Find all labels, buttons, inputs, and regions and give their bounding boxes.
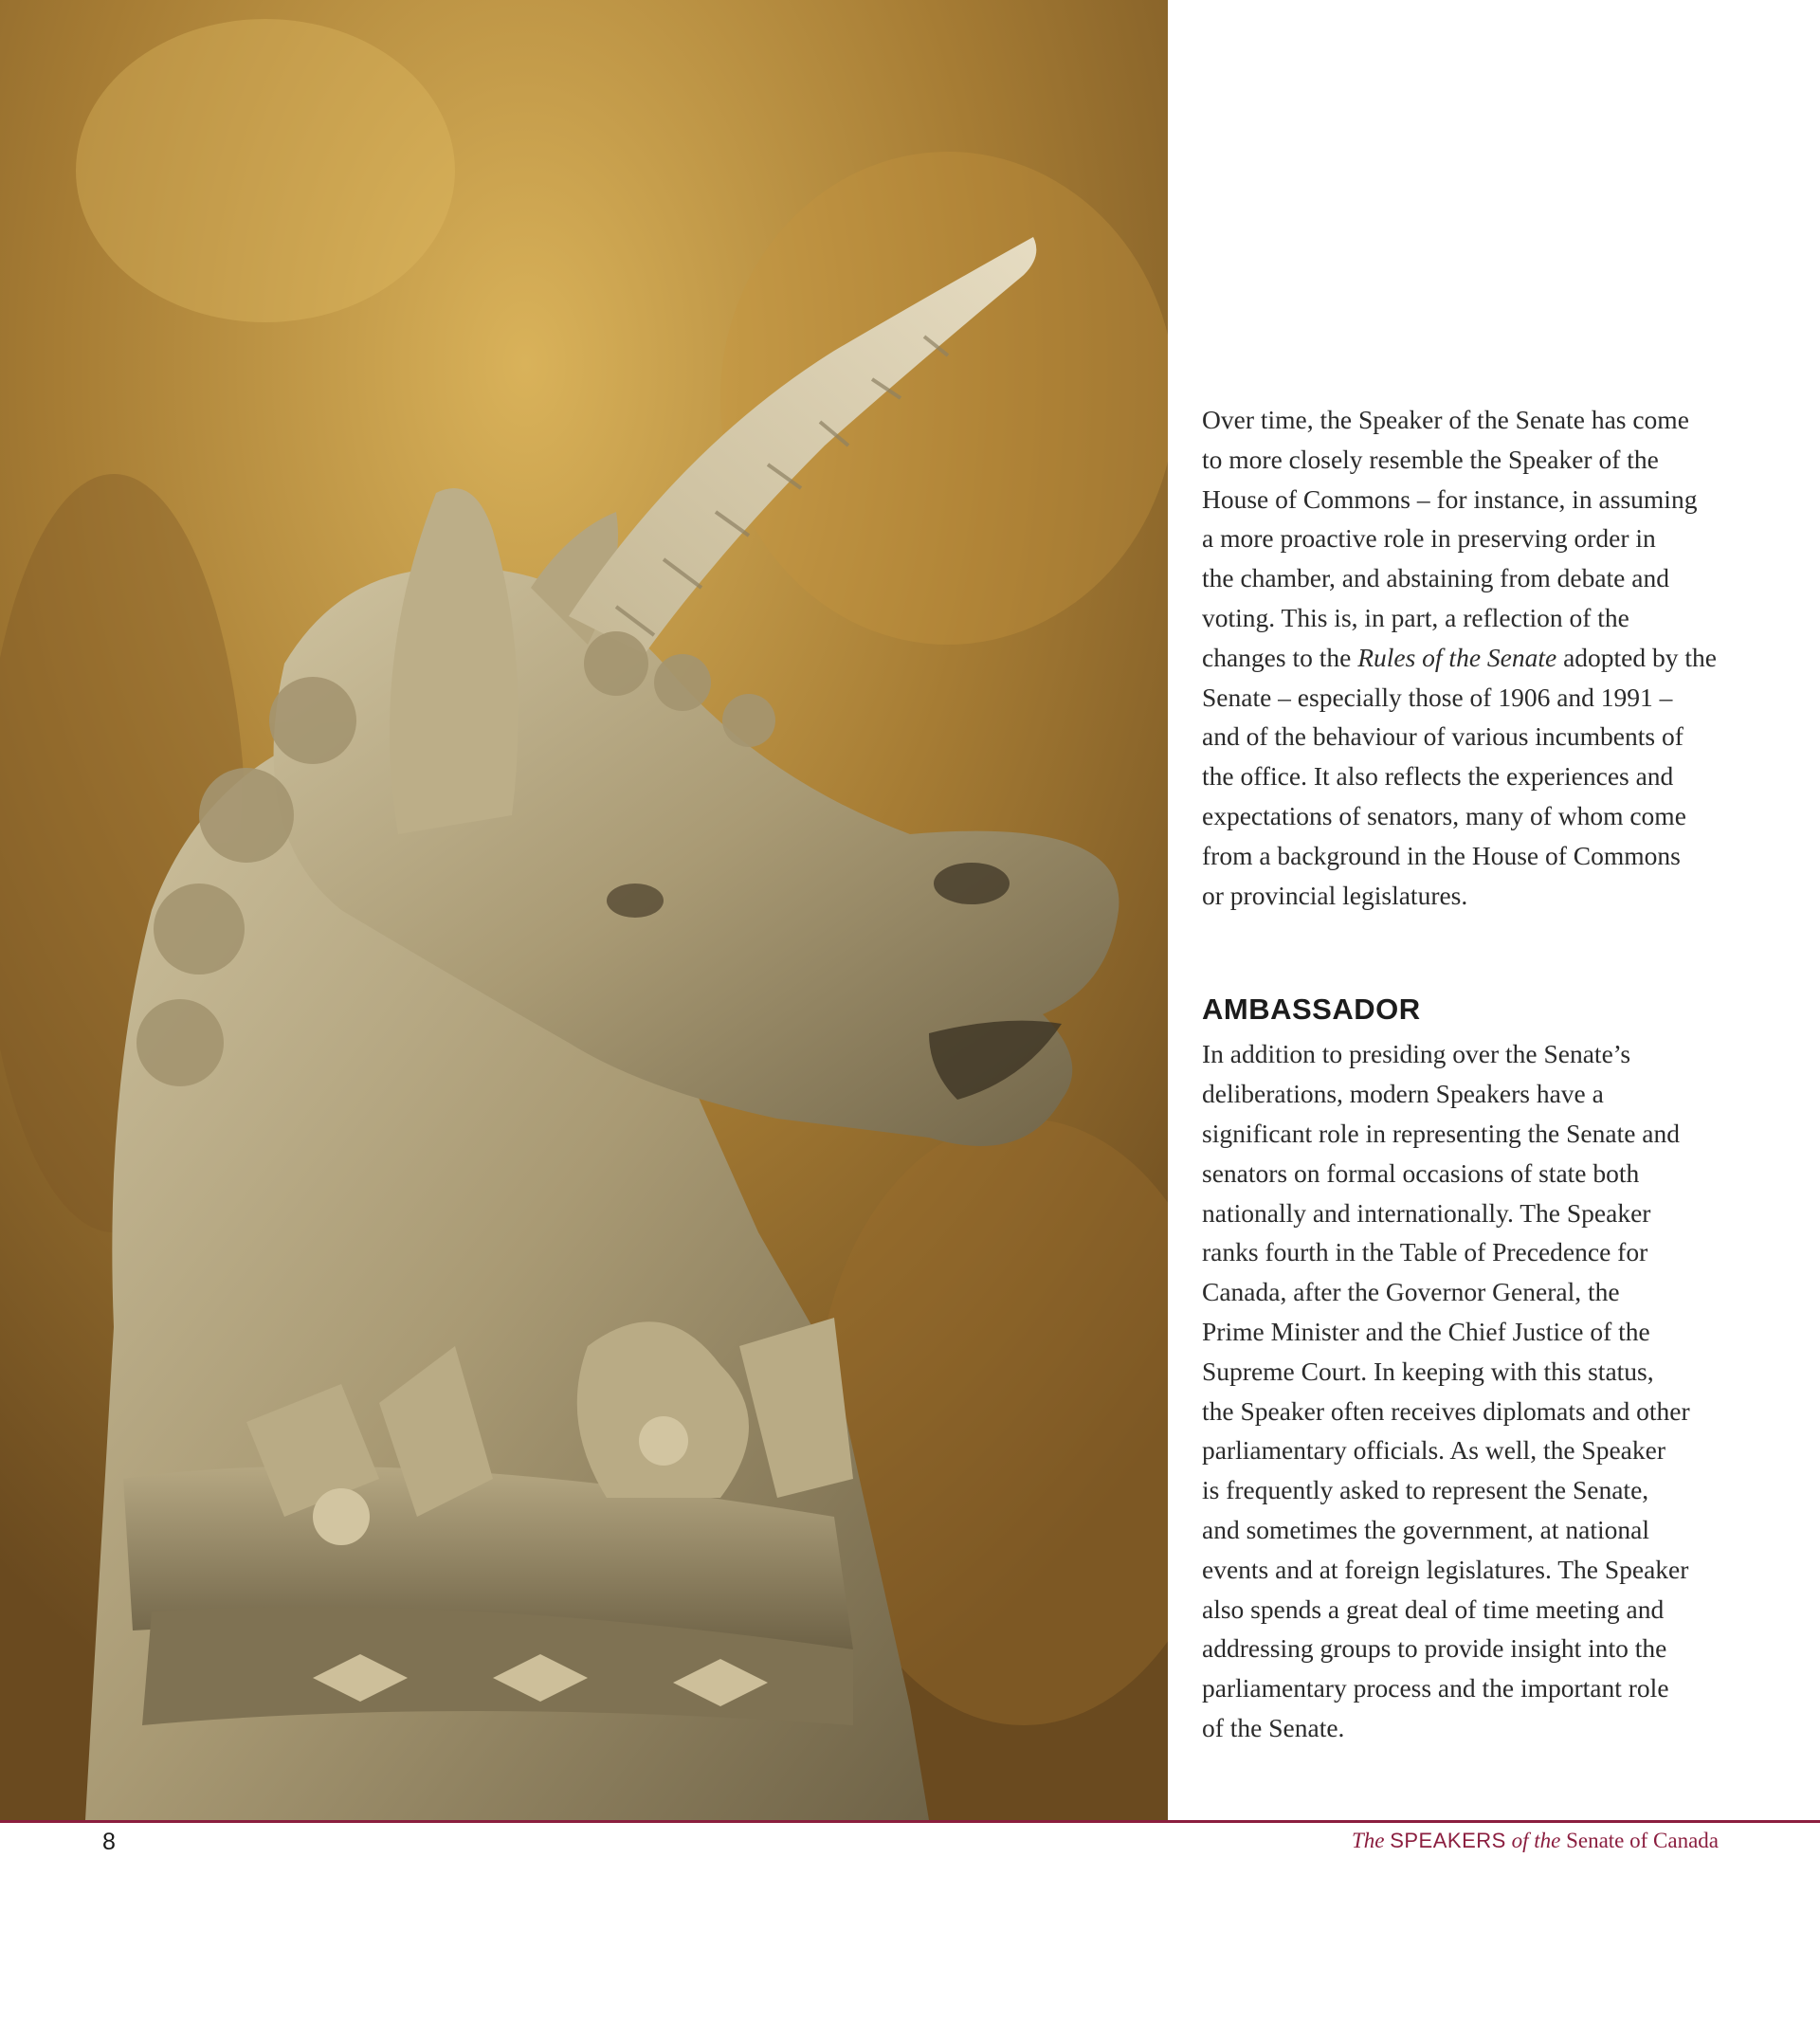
- text-fragment: changes to the: [1202, 642, 1358, 672]
- text-line: Over time, the Speaker of the Senate has come: [1202, 405, 1689, 434]
- text-line: Prime Minister and the Chief Justice of the: [1202, 1316, 1650, 1346]
- text-line: nationally and internationally. The Speaker: [1202, 1197, 1651, 1228]
- text-line: and sometimes the government, at national: [1202, 1514, 1649, 1544]
- main-text-column: [1202, 400, 1733, 1748]
- text-line: of the Senate.: [1202, 1712, 1345, 1742]
- rules-of-the-senate-title: Rules of the Senate: [1357, 642, 1557, 672]
- text-line: events and at foreign legislatures. The Speaker: [1202, 1554, 1689, 1584]
- text-line: from a background in the House of Commons: [1202, 840, 1681, 870]
- text-line: parliamentary process and the important role: [1202, 1673, 1669, 1703]
- text-line: Canada, after the Governor General, the: [1202, 1277, 1620, 1307]
- text-line: deliberations, modern Speakers have a: [1202, 1079, 1604, 1109]
- text-line: the Speaker often receives diplomats and other: [1202, 1395, 1690, 1426]
- text-line: In addition to presiding over the Senate’s: [1202, 1039, 1631, 1069]
- text-line: the office. It also reflects the experiences and: [1202, 761, 1674, 792]
- section-heading-ambassador: AMBASSADOR: [1202, 993, 1421, 1027]
- text-line-with-title: [1202, 638, 1733, 678]
- paragraph-ambassador: [1202, 1034, 1733, 1747]
- text-line: expectations of senators, many of whom come: [1202, 800, 1686, 830]
- running-title-the: The: [1351, 1829, 1391, 1852]
- text-line: voting. This is, in part, a reflection of the: [1202, 602, 1629, 632]
- text-line: senators on formal occasions of state both: [1202, 1157, 1640, 1188]
- text-line: ranks fourth in the Table of Precedence for: [1202, 1237, 1648, 1267]
- text-line: is frequently asked to represent the Senate,: [1202, 1475, 1649, 1505]
- text-line: a more proactive role in preserving order in: [1202, 523, 1656, 554]
- page-number: 8: [102, 1829, 116, 1855]
- running-title: [1352, 1829, 1719, 1853]
- text-line: or provincial legislatures.: [1202, 880, 1468, 910]
- paragraph-speaker-evolution: [1202, 400, 1733, 915]
- text-line: significant role in representing the Senate and: [1202, 1118, 1680, 1148]
- text-line: House of Commons – for instance, in assuming: [1202, 483, 1698, 514]
- running-title-senate-of-canada: Senate of Canada: [1566, 1829, 1719, 1852]
- text-line: parliamentary officials. As well, the Speaker: [1202, 1435, 1665, 1466]
- running-title-speakers: SPEAKERS: [1390, 1829, 1506, 1852]
- text-line: to more closely resemble the Speaker of the: [1202, 444, 1659, 474]
- text-line: Supreme Court. In keeping with this status,: [1202, 1356, 1654, 1386]
- text-line: also spends a great deal of time meeting and: [1202, 1594, 1665, 1624]
- text-line: and of the behaviour of various incumbents of: [1202, 721, 1684, 752]
- text-line: Senate – especially those of 1906 and 1991 –: [1202, 682, 1673, 712]
- text-line: addressing groups to provide insight into the: [1202, 1633, 1667, 1664]
- text-fragment: adopted by the: [1556, 642, 1717, 672]
- footer-rule: [0, 1820, 1820, 1823]
- running-title-of-the: of the: [1505, 1829, 1567, 1852]
- text-line: the chamber, and abstaining from debate and: [1202, 563, 1669, 593]
